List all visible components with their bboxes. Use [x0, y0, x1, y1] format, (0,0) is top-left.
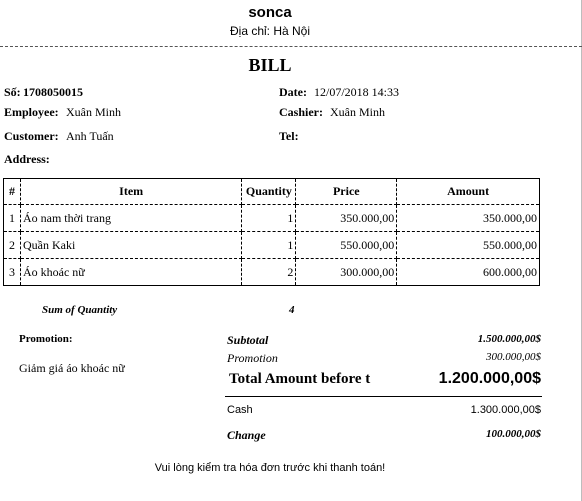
cashier-label: Cashier: [279, 105, 323, 119]
promotion-label: Promotion: [19, 333, 73, 345]
row-no: 2 [4, 232, 21, 259]
col-header-quantity: Quantity [242, 179, 296, 205]
col-header-no: # [4, 179, 21, 205]
customer-label: Customer: [4, 129, 59, 143]
store-address: Địa chỉ: Hà Nội [229, 24, 311, 38]
row-qty: 2 [242, 259, 296, 286]
date-value: 12/07/2018 14:33 [314, 85, 400, 99]
table-row [4, 232, 540, 259]
tel-label: Tel: [279, 129, 299, 143]
row-amount: 350.000,00 [397, 205, 540, 232]
bill-title: BILL [248, 55, 292, 75]
row-qty: 1 [242, 205, 296, 232]
table-row [4, 205, 540, 232]
row-price: 350.000,00 [296, 205, 397, 232]
row-item: Áo nam thời trang [20, 205, 241, 232]
total-label: Total Amount before t [229, 371, 371, 387]
row-item: Áo khoác nữ [20, 259, 241, 286]
change-label: Change [227, 428, 266, 442]
cash-label: Cash [227, 404, 253, 416]
bill-number: 1708050015 [23, 85, 83, 99]
promotion-description: Giảm giá áo khoác nữ [19, 361, 125, 375]
subtotal-value: 1.500.000,00$ [477, 333, 541, 345]
employee-label: Employee: [4, 105, 59, 119]
row-no: 1 [4, 205, 21, 232]
bill-number-label: Số: [4, 85, 21, 99]
row-amount: 550.000,00 [397, 232, 540, 259]
address-label: Address: [4, 152, 50, 166]
col-header-amount: Amount [397, 179, 540, 205]
row-no: 3 [4, 259, 21, 286]
table-row [4, 259, 540, 286]
customer-value: Anh Tuấn [66, 129, 114, 143]
sum-quantity-label: Sum of Quantity [42, 304, 118, 316]
cashier-value: Xuân Minh [330, 105, 385, 119]
cash-value: 1.300.000,00$ [470, 404, 541, 416]
promotion-row-label: Promotion [227, 351, 278, 365]
promotion-row-value: 300.000,00$ [486, 351, 541, 363]
subtotal-label: Subtotal [227, 333, 269, 347]
change-value: 100.000,00$ [486, 428, 541, 440]
date-label: Date: [279, 85, 307, 99]
row-price: 550.000,00 [296, 232, 397, 259]
store-name: sonca [248, 4, 292, 21]
row-qty: 1 [242, 232, 296, 259]
row-item: Quần Kaki [20, 232, 241, 259]
items-table [3, 178, 540, 286]
employee-value: Xuân Minh [66, 105, 121, 119]
header-divider [0, 46, 582, 47]
row-amount: 600.000,00 [397, 259, 540, 286]
table-header-row [4, 179, 540, 205]
col-header-price: Price [296, 179, 397, 205]
row-price: 300.000,00 [296, 259, 397, 286]
footer-note: Vui lòng kiểm tra hóa đơn trước khi thanh toán! [154, 462, 386, 474]
col-header-item: Item [20, 179, 241, 205]
sum-quantity-value: 4 [289, 304, 295, 316]
total-value: 1.200.000,00$ [438, 370, 541, 387]
total-divider [225, 396, 542, 397]
